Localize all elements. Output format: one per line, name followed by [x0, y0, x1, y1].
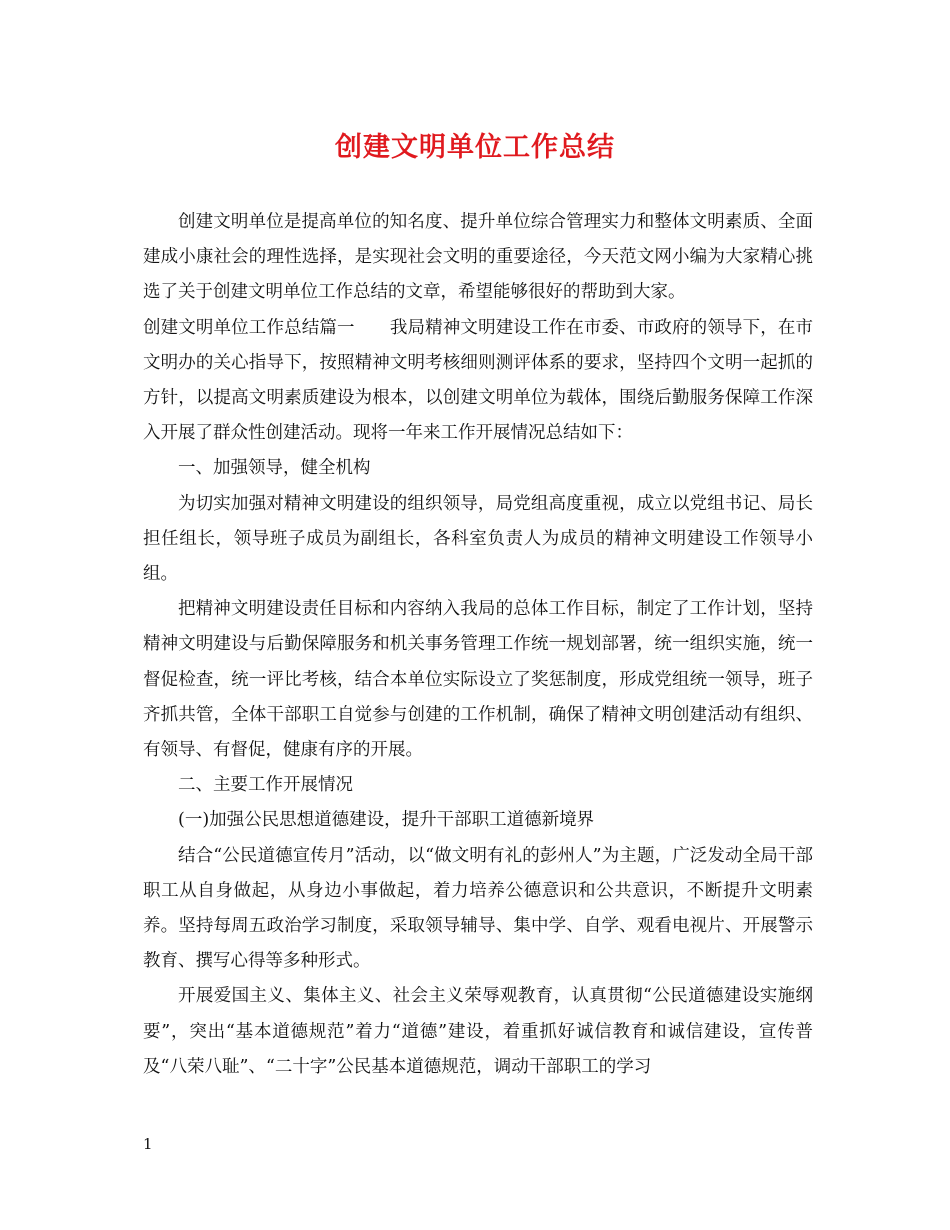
section-heading-1: 一、加强领导，健全机构	[178, 458, 371, 479]
subsection-heading-1: (一)加强公民思想道德建设，提升干部职工道德新境界	[178, 810, 595, 831]
section-intro-paragraph: 创建文明单位工作总结篇一 我局精神文明建设工作在市委、市政府的领导下，在市文明办的关心指导下，按照精神文明考核细则测评体系的要求，坚持四个文明一起抓的方针，以提高文明素质建设为根本，以创建文明单位为载体，围绕后勤服务保障工作深入开展了群众性创建活动。现将一年来工作开展情况总结如下：	[143, 317, 813, 444]
document-title: 创建文明单位工作总结	[335, 132, 615, 163]
body-paragraph: 为切实加强对精神文明建设的组织领导，局党组高度重视，成立以党组书记、局长担任组长，领导班子成员为副组长，各科室负责人为成员的精神文明建设工作领导小组。	[143, 493, 813, 585]
body-paragraph: 开展爱国主义、集体主义、社会主义荣辱观教育，认真贯彻“公民道德建设实施纲要”，突出“基本道德规范”着力“道德”建设，着重抓好诚信教育和诚信建设，宣传普及“八荣八耻”、“二十字”公民基本道德规范，调动干部职工的学习	[143, 986, 813, 1077]
section-heading-2: 二、主要工作开展情况	[178, 775, 353, 796]
page-number: 1	[143, 1135, 153, 1153]
body-paragraph: 把精神文明建设责任目标和内容纳入我局的总体工作目标，制定了工作计划，坚持精神文明建设与后勤保障服务和机关事务管理工作统一规划部署，统一组织实施，统一督促检查，统一评比考核，结合本单位实际设立了奖惩制度，形成党组统一领导，班子齐抓共管，全体干部职工自觉参与创建的工作机制，确保了精神文明创建活动有组织、有领导、有督促，健康有序的开展。	[143, 599, 813, 761]
document-body	[143, 205, 813, 1085]
intro-paragraph: 创建文明单位是提高单位的知名度、提升单位综合管理实力和整体文明素质、全面建成小康社会的理性选择，是实现社会文明的重要途径，今天范文网小编为大家精心挑选了关于创建文明单位工作总结的文章，希望能够很好的帮助到大家。	[143, 212, 813, 303]
body-paragraph: 结合“公民道德宣传月”活动，以“做文明有礼的彭州人”为主题，广泛发动全局干部职工从自身做起，从身边小事做起，着力培养公德意识和公共意识，不断提升文明素养。坚持每周五政治学习制度，采取领导辅导、集中学、自学、观看电视片、开展警示教育、撰写心得等多种形式。	[143, 845, 813, 972]
